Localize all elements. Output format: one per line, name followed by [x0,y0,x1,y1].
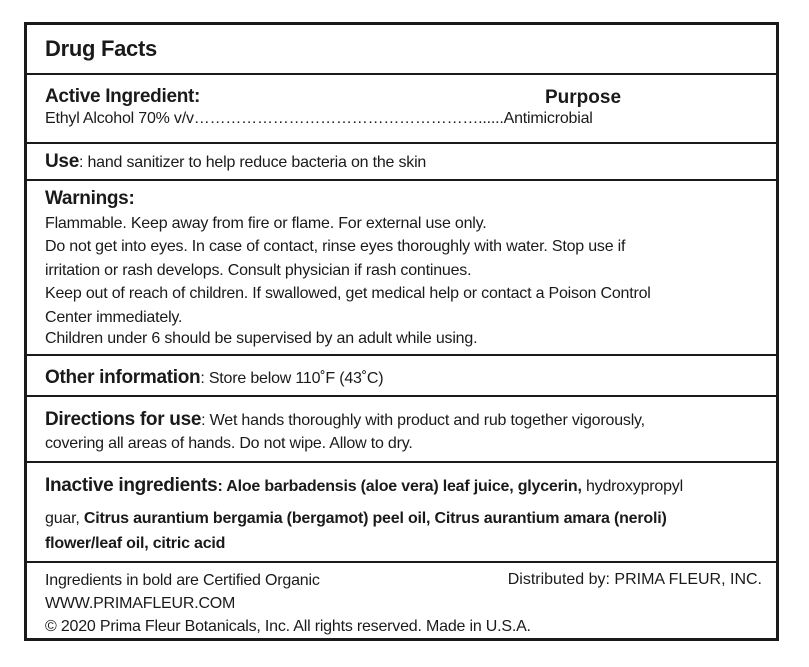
copyright: © 2020 Prima Fleur Botanicals, Inc. All rights reserved. Made in U.S.A. [45,618,531,635]
directions-section [27,397,776,463]
inactive-heading: Inactive ingredients [45,475,218,496]
warnings-heading: Warnings: [45,188,135,209]
directions-body-1: : Wet hands thoroughly with product and rub together vigorously, [201,412,645,429]
title-section [27,25,776,75]
active-ingredient-heading: Active Ingredient: [45,86,201,107]
inactive-ingredients-section [27,463,776,563]
use-text [45,152,762,172]
other-information-body: : Store below 110˚F (43˚C) [200,370,384,387]
warnings-line: irritation or rash develops. Consult physician if rash continues. [45,262,472,279]
purpose-heading: Purpose [545,87,622,108]
inactive-bold-2: Citrus aurantium bergamia (bergamot) peel oil, Citrus aurantium amara (neroli) [79,510,667,527]
inactive-line-3 [45,534,762,553]
warnings-line: Do not get into eyes. In case of contact, rinse eyes thoroughly with water. Stop use if [45,238,626,255]
website: WWW.PRIMAFLEUR.COM [45,595,236,612]
directions-line-1 [45,410,762,430]
use-body: : hand sanitizer to help reduce bacteria on the skin [78,154,427,171]
inactive-bold-3: flower/leaf oil, citric acid [45,535,226,552]
active-ingredient-line: Ethyl Alcohol 70% v/v………………………………………………......Antimicrobial [45,110,593,127]
warnings-line: Flammable. Keep away from fire or flame. For external use only. [45,215,487,232]
distributed-by: Distributed by: PRIMA FLEUR, INC. [507,571,762,588]
inactive-line-1 [45,476,762,496]
footer-section [27,563,776,641]
other-information-text [45,368,762,388]
organic-note: Ingredients in bold are Certified Organic [45,572,320,589]
drug-facts-title: Drug Facts [45,36,157,61]
other-information-heading: Other information [45,367,201,388]
inactive-regular-2: guar, [45,510,80,527]
inactive-line-2 [45,509,762,528]
use-heading: Use [45,151,79,172]
warnings-line: Keep out of reach of children. If swallowed, get medical help or contact a Poison Control [45,285,651,302]
other-information-section [27,356,776,397]
inactive-regular-1: hydroxypropyl [581,478,683,495]
warnings-section [27,181,776,356]
use-section [27,144,776,181]
warnings-line: Children under 6 should be supervised by an adult while using. [45,330,478,347]
inactive-bold-1: : Aloe barbadensis (aloe vera) leaf juice, glycerin, [217,478,582,495]
drug-facts-label [24,22,779,641]
directions-line-2: covering all areas of hands. Do not wipe. Allow to dry. [45,435,413,452]
active-ingredient-section [27,75,776,144]
directions-heading: Directions for use [45,409,202,430]
warnings-line: Center immediately. [45,309,183,326]
